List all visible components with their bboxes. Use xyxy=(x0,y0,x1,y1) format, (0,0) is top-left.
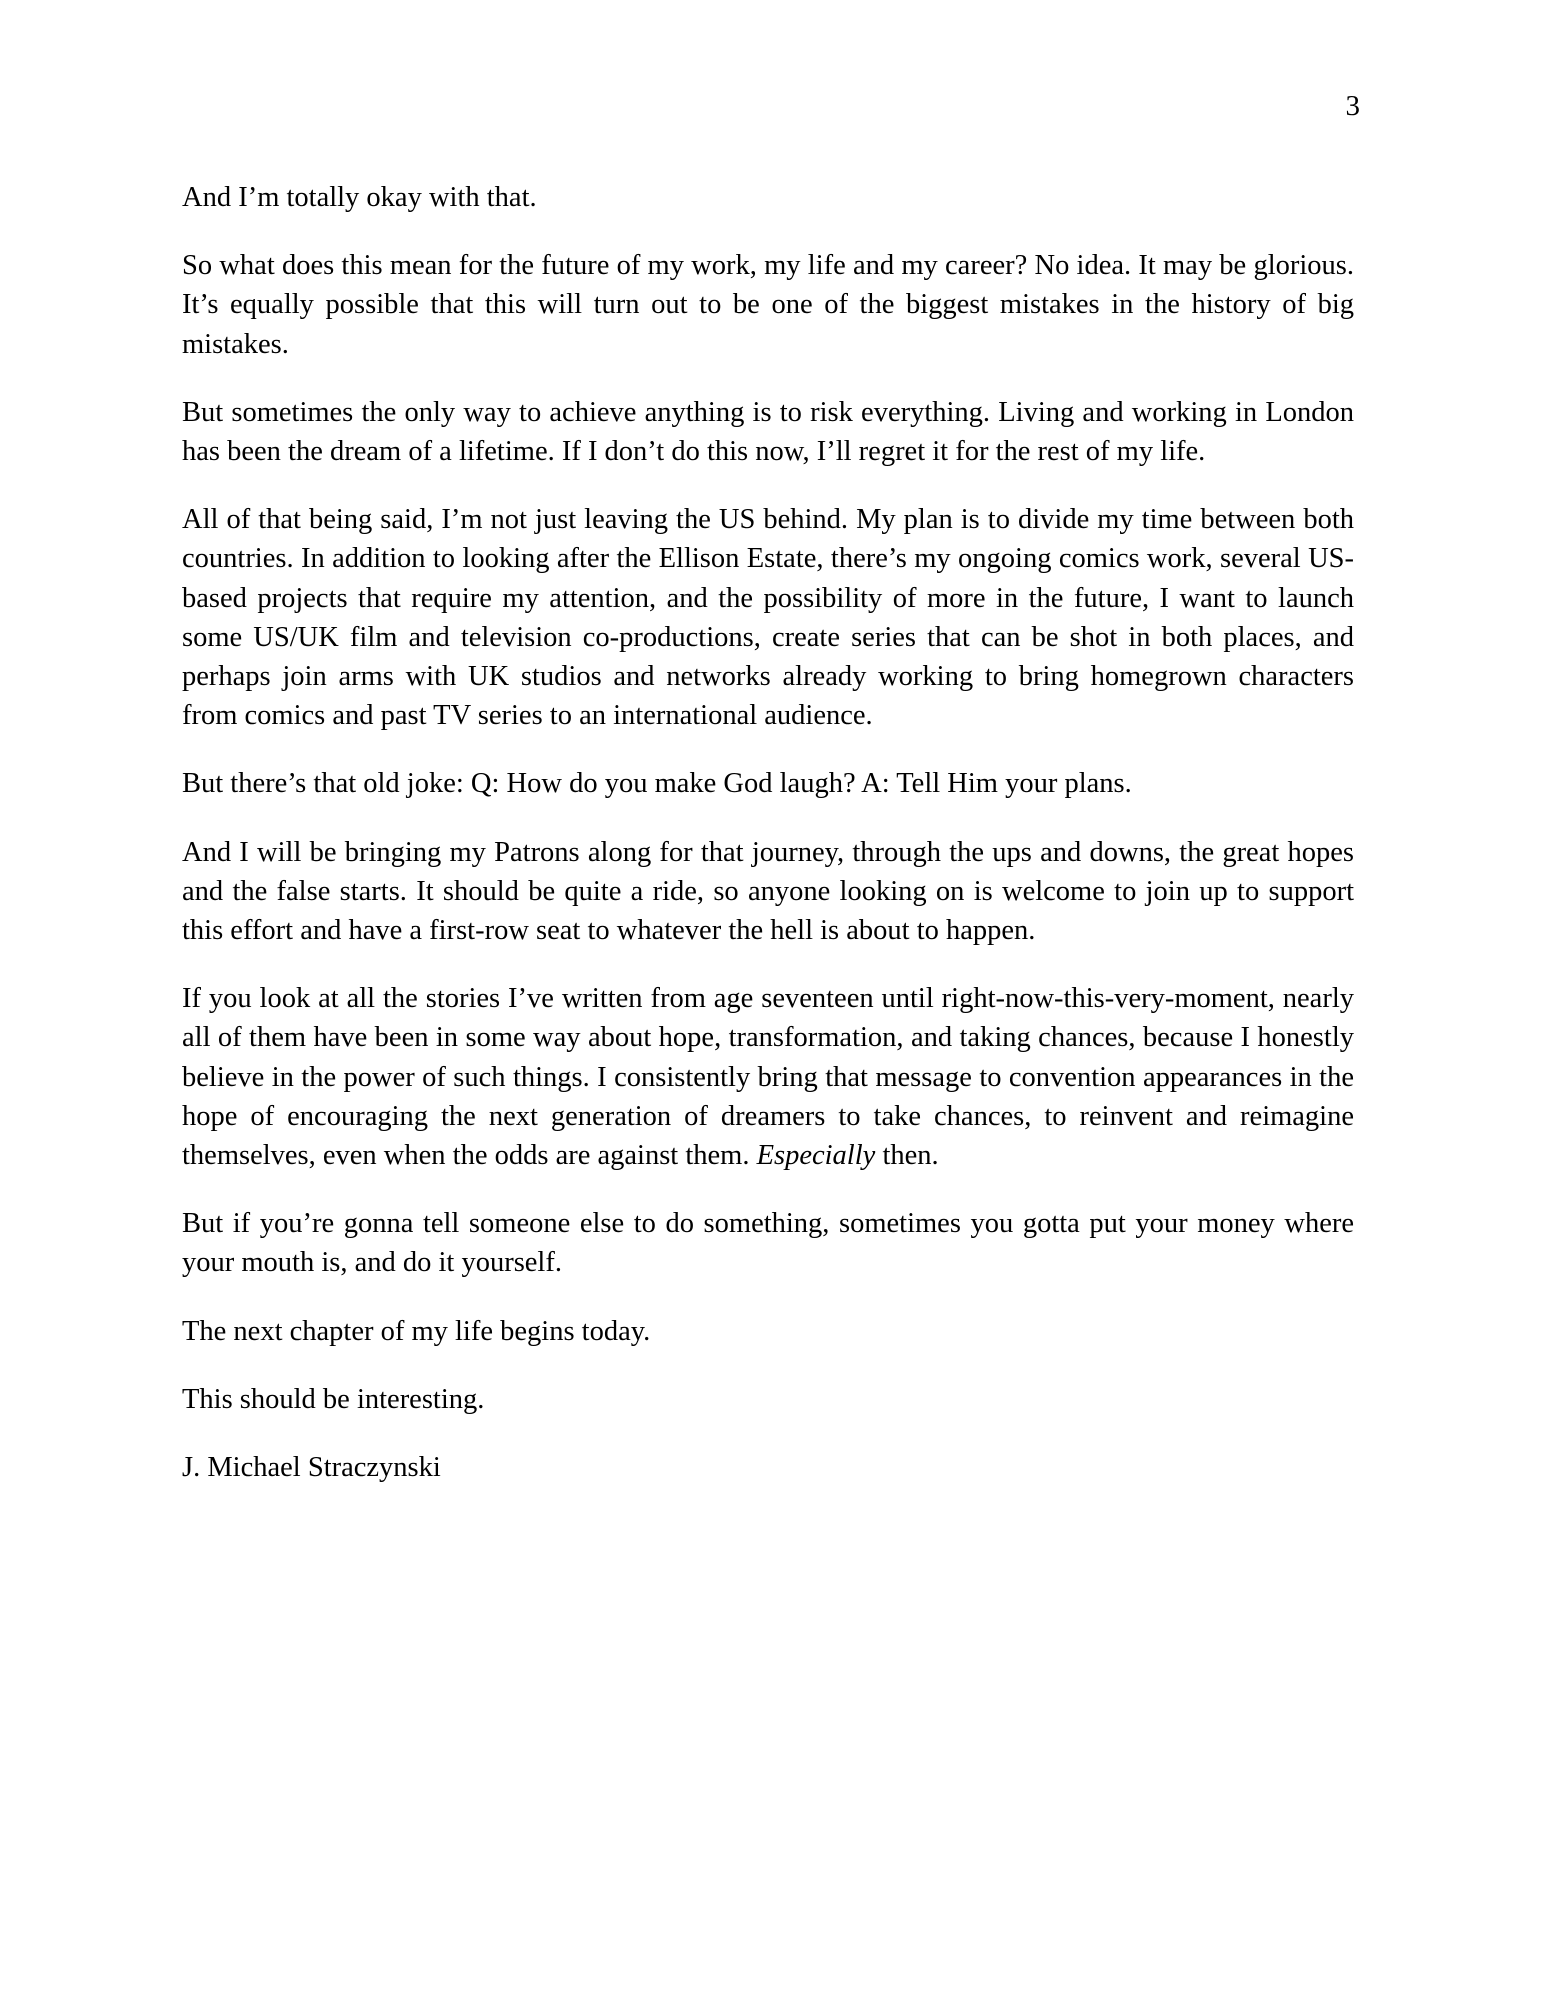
page-number: 3 xyxy=(1345,90,1360,122)
paragraph-9: The next chapter of my life begins today. xyxy=(182,1315,651,1347)
paragraph-7 xyxy=(182,979,1354,1175)
paragraph-2: So what does this mean for the future of my work, my life and my career? No idea. It may be glorious. It’s equally possible that this will turn out to be one of the biggest mistakes in the history of big mistakes. xyxy=(182,250,1354,360)
emphasis-text: Especially xyxy=(756,1140,876,1172)
paragraph-8: But if you’re gonna tell someone else to do something, sometimes you gotta put your money where your mouth is, and do it yourself. xyxy=(182,1208,1354,1279)
paragraph-10: This should be interesting. xyxy=(182,1383,485,1415)
paragraph-4: All of that being said, I’m not just leaving the US behind. My plan is to divide my time between both countries. In addition to looking after the Ellison Estate, there’s my ongoing comics work, several US-based projects that require my attention, and the possibility of more in the future, I want to launch some US/UK film and television co-productions, create series that can be shot in both places, and perhaps join arms with UK studios and networks already working to bring homegrown characters from comics and past TV series to an international audience. xyxy=(182,504,1354,732)
paragraph-3: But sometimes the only way to achieve anything is to risk everything. Living and working in London has been the dream of a lifetime. If I don’t do this now, I’ll regret it for the rest of my life. xyxy=(182,396,1354,468)
paragraph-6: And I will be bringing my Patrons along for that journey, through the ups and downs, the great hopes and the false starts. It should be quite a ride, so anyone looking on is welcome to join up to support this effort and have a first-row seat to whatever the hell is about to happen. xyxy=(182,836,1354,947)
paragraph-7-text: If you look at all the stories I’ve written from age seventeen until right-now-this-very-moment, nearly all of them have been in some way about hope, transformation, and taking chances, because I honestly believe in the power of such things. I consistently bring that message to convention appearances in the hope of encouraging the next generation of dreamers to take chances, to reinvent and reimagine themselves, even when the odds are against them. xyxy=(182,983,1354,1172)
paragraph-1: And I’m totally okay with that. xyxy=(182,182,537,213)
paragraph-7-end: then. xyxy=(875,1140,939,1172)
letter-body xyxy=(182,178,1354,1516)
signature: J. Michael Straczynski xyxy=(182,1452,441,1484)
paragraph-5: But there’s that old joke: Q: How do you make God laugh? A: Tell Him your plans. xyxy=(182,768,1132,800)
